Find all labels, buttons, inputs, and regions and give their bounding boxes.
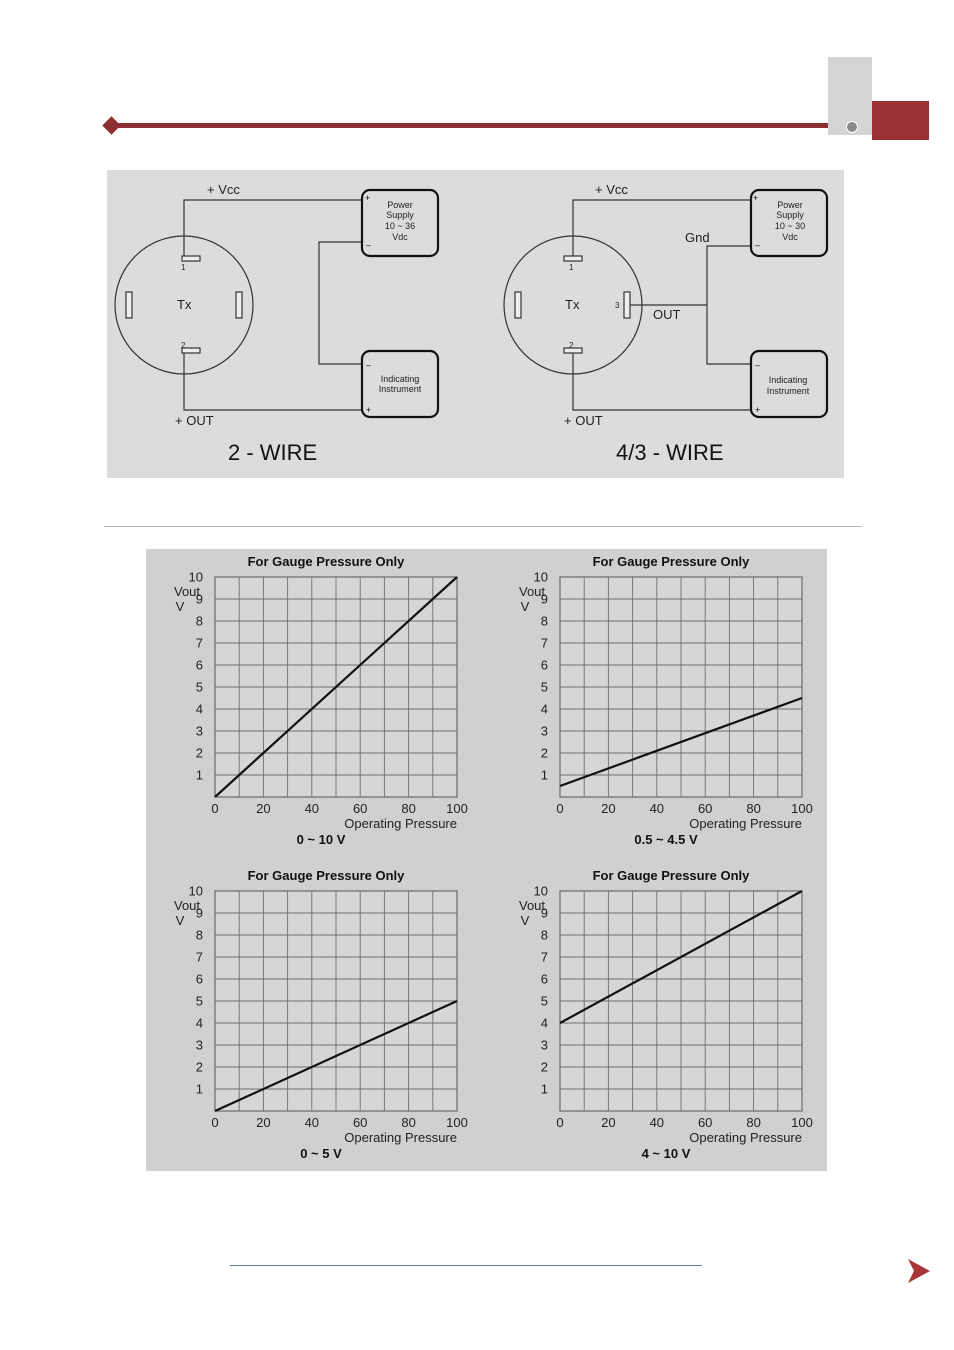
chart-2-ytick-label: 7 (540, 635, 548, 651)
four-wire-pin3: 3 (615, 301, 620, 310)
chart-3-ytick-label: 3 (195, 1037, 203, 1053)
chart-1-xlabel: Operating Pressure (344, 816, 457, 831)
four-wire-instr-plus: + (755, 405, 761, 415)
chart-2-ytick-label: 1 (540, 767, 548, 783)
chart-2-ytick-label: 10 (533, 569, 548, 585)
chart-2-caption: 0.5 ~ 4.5 V (634, 832, 698, 847)
chart-2-xtick-label: 100 (791, 801, 813, 816)
two-wire-instr-minus: – (366, 360, 372, 370)
chart-4-caption: 4 ~ 10 V (641, 1146, 691, 1161)
chart-4-ylabel-line1: Vout (518, 898, 546, 913)
chart-3-ytick-label: 1 (195, 1081, 203, 1097)
chart-3-xtick-label: 40 (304, 1115, 320, 1130)
chart-1-ytick-label: 9 (195, 591, 203, 607)
chart-2-ytick-label: 8 (540, 613, 548, 629)
two-wire-ps-minus: – (366, 240, 372, 250)
chart-4-ytick-label: 3 (540, 1037, 548, 1053)
chart-1-title: For Gauge Pressure Only (247, 554, 405, 569)
chart-2-xtick-label: 60 (697, 801, 713, 816)
two-wire-out-label: + OUT (175, 413, 214, 428)
chart-1-ytick-label: 10 (188, 569, 203, 585)
chart-4-ytick-label: 8 (540, 927, 548, 943)
two-wire-vcc-label: + Vcc (207, 182, 240, 197)
chart-4-ytick-label: 10 (533, 883, 548, 899)
chart-2-xtick-label: 20 (601, 801, 616, 816)
chart-4-ytick-label: 9 (540, 905, 548, 921)
chart-4-ytick-label: 6 (540, 971, 548, 987)
chart-2-xlabel: Operating Pressure (689, 816, 802, 831)
chart-3-ytick-label: 9 (195, 905, 203, 921)
chart-3-xtick-label: 0 (211, 1115, 219, 1130)
chart-1-ytick-label: 8 (195, 613, 203, 629)
chart-3-ytick-label: 6 (195, 971, 203, 987)
chart-1-ytick-label: 7 (195, 635, 203, 651)
chart-1-ytick-label: 6 (195, 657, 203, 673)
chart-4-ytick-label: 1 (540, 1081, 548, 1097)
header-rule (112, 123, 840, 128)
chart-3-ytick-label: 2 (195, 1059, 203, 1075)
chart-3-ylabel-line2: V (175, 913, 185, 928)
chart-1-xtick-label: 0 (211, 801, 219, 816)
chart-2-ytick-label: 3 (540, 723, 548, 739)
chart-3-ytick-label: 10 (188, 883, 203, 899)
chart-1-ytick-label: 5 (195, 679, 203, 695)
output-charts-panel (146, 549, 827, 1171)
chart-4-xtick-label: 20 (601, 1115, 616, 1130)
chart-2-ylabel-line1: Vout (518, 584, 546, 599)
four-wire-ps-line4: Vdc (782, 232, 798, 242)
four-wire-vcc-label: + Vcc (595, 182, 628, 197)
chart-1-xtick-label: 80 (401, 801, 416, 816)
four-wire-title: 4/3 - WIRE (616, 440, 724, 465)
four-wire-instr-minus: – (755, 360, 761, 370)
chart-4-ytick-label: 7 (540, 949, 548, 965)
chart-4-ytick-label: 2 (540, 1059, 548, 1075)
chart-1-xtick-label: 100 (446, 801, 468, 816)
chart-1-caption: 0 ~ 10 V (296, 832, 346, 847)
two-wire-instr-line1: Indicating (380, 374, 420, 384)
chart-1-ytick-label: 3 (195, 723, 203, 739)
chart-1-ytick-label: 4 (195, 701, 203, 717)
output-charts (146, 549, 827, 1171)
chart-3-ytick-label: 7 (195, 949, 203, 965)
chart-3-ytick-label: 5 (195, 993, 203, 1009)
chart-2-ytick-label: 4 (540, 701, 548, 717)
four-wire-ps-plus: + (753, 193, 759, 203)
chart-1-ylabel-line2: V (175, 599, 185, 614)
chart-4-ylabel-line2: V (520, 913, 530, 928)
four-wire-out-pin-label: OUT (653, 307, 681, 322)
chart-2-ytick-label: 2 (540, 745, 548, 761)
four-wire-instr-line2: Instrument (766, 386, 810, 396)
chart-3-xtick-label: 20 (256, 1115, 271, 1130)
chart-1-xtick-label: 60 (352, 801, 368, 816)
chart-1-ytick-label: 1 (195, 767, 203, 783)
chart-1-ytick-label: 2 (195, 745, 203, 761)
next-page-arrow-icon[interactable] (906, 1257, 930, 1285)
chart-3-xlabel: Operating Pressure (344, 1130, 457, 1145)
two-wire-ps-line3: 10 ~ 36 (384, 221, 416, 231)
two-wire-instr-plus: + (366, 405, 372, 415)
four-wire-out-label: + OUT (564, 413, 603, 428)
two-wire-ps-plus: + (365, 193, 371, 203)
four-wire-pin2: 2 (569, 341, 574, 350)
two-wire-ps-line1: Power (387, 200, 413, 210)
chart-2-ylabel-line2: V (520, 599, 530, 614)
four-wire-pin1: 1 (569, 263, 574, 272)
four-wire-instr-line1: Indicating (768, 375, 808, 385)
chart-2-xtick-label: 40 (649, 801, 665, 816)
two-wire-instr-line2: Instrument (378, 384, 422, 394)
two-wire-pin2: 2 (181, 341, 186, 350)
chart-1-xtick-label: 20 (256, 801, 271, 816)
chart-3-ylabel-line1: Vout (173, 898, 201, 913)
chart-4-title: For Gauge Pressure Only (592, 868, 750, 883)
chart-4-xtick-label: 100 (791, 1115, 813, 1130)
four-wire-ps-line1: Power (777, 200, 803, 210)
chart-4-xtick-label: 80 (746, 1115, 761, 1130)
four-wire-gnd-label: Gnd (685, 230, 710, 245)
two-wire-ps-line4: Vdc (392, 232, 408, 242)
chart-3-ytick-label: 4 (195, 1015, 203, 1031)
chart-2-title: For Gauge Pressure Only (592, 554, 750, 569)
chart-4-xtick-label: 60 (697, 1115, 713, 1130)
chart-3-xtick-label: 60 (352, 1115, 368, 1130)
four-wire-tx-label: Tx (565, 297, 580, 312)
two-wire-tx-label: Tx (177, 297, 192, 312)
chart-3-xtick-label: 80 (401, 1115, 416, 1130)
chart-4-xtick-label: 40 (649, 1115, 665, 1130)
chart-2-xtick-label: 80 (746, 801, 761, 816)
header-diamond (102, 116, 120, 134)
wiring-diagrams (107, 170, 844, 478)
corner-block (872, 101, 929, 140)
chart-2-ytick-label: 6 (540, 657, 548, 673)
chart-2-ytick-label: 5 (540, 679, 548, 695)
chart-4-ytick-label: 5 (540, 993, 548, 1009)
chart-1-ylabel-line1: Vout (173, 584, 201, 599)
chart-4-ytick-label: 4 (540, 1015, 548, 1031)
chart-3-ytick-label: 8 (195, 927, 203, 943)
four-wire-ps-minus: – (755, 240, 761, 250)
chart-2-xtick-label: 0 (556, 801, 564, 816)
chart-2-ytick-label: 9 (540, 591, 548, 607)
two-wire-ps-line2: Supply (386, 210, 414, 220)
two-wire-title: 2 - WIRE (228, 440, 318, 465)
chart-3-caption: 0 ~ 5 V (300, 1146, 342, 1161)
footer-rule (230, 1265, 702, 1266)
two-wire-pin1: 1 (181, 263, 186, 272)
chart-4-xtick-label: 0 (556, 1115, 564, 1130)
chart-4-xlabel: Operating Pressure (689, 1130, 802, 1145)
section-divider (104, 526, 862, 527)
tab-marker-icon (846, 121, 858, 133)
chart-1-xtick-label: 40 (304, 801, 320, 816)
chart-3-xtick-label: 100 (446, 1115, 468, 1130)
four-wire-ps-line2: Supply (776, 210, 804, 220)
wiring-diagram-panel (107, 170, 844, 478)
chart-3-title: For Gauge Pressure Only (247, 868, 405, 883)
four-wire-ps-line3: 10 ~ 30 (774, 221, 806, 231)
